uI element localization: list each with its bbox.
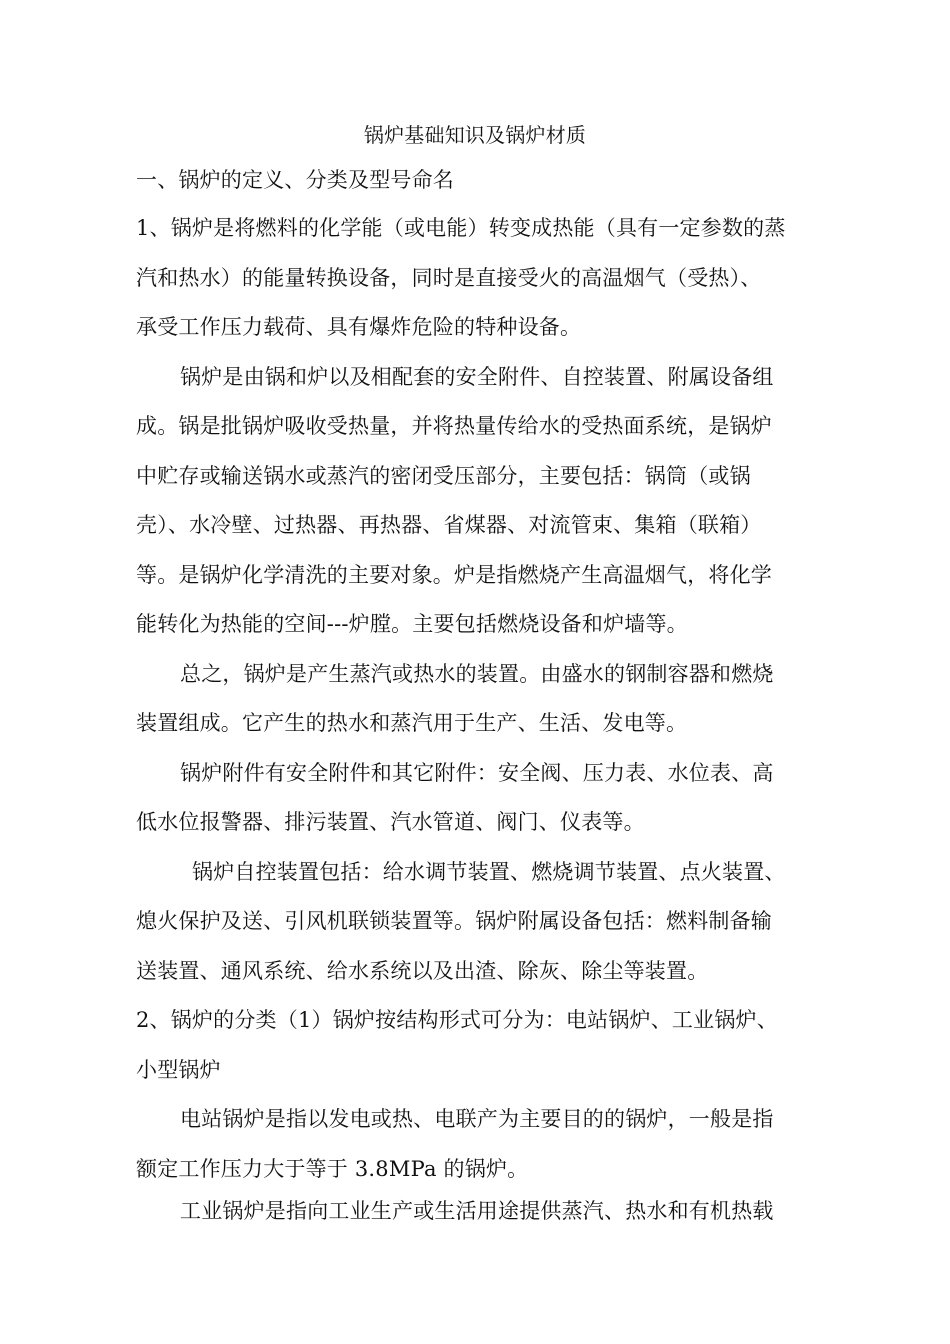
paragraph-line: 熄火保护及送、引风机联锁装置等。锅炉附属设备包括：燃料制备输 (136, 909, 772, 933)
paragraph-line: 承受工作压力载荷、具有爆炸危险的特种设备。 (136, 315, 582, 339)
paragraph-line: 成。锅是批锅炉吸收受热量，并将热量传给水的受热面系统，是锅炉 (136, 414, 772, 438)
paragraph-line: 能转化为热能的空间---炉膛。主要包括燃烧设备和炉墙等。 (136, 612, 688, 636)
document-title: 锅炉基础知识及锅炉材质 (363, 123, 587, 147)
paragraph-line: 汽和热水）的能量转换设备，同时是直接受火的高温烟气（受热）、 (136, 266, 762, 290)
paragraph-line: 1、锅炉是将燃料的化学能（或电能）转变成热能（具有一定参数的蒸 (136, 216, 786, 240)
paragraph-line: 中贮存或输送锅水或蒸汽的密闭受压部分，主要包括：锅筒（或锅 (136, 464, 751, 488)
paragraph-line: 壳）、水冷壁、过热器、再热器、省煤器、对流管束、集箱（联箱） (136, 513, 762, 537)
paragraph-line: 电站锅炉是指以发电或热、电联产为主要目的的锅炉，一般是指 (180, 1107, 774, 1131)
paragraph-line: 装置组成。它产生的热水和蒸汽用于生产、生活、发电等。 (136, 711, 688, 735)
paragraph-line: 送装置、通风系统、给水系统以及出渣、除灰、除尘等装置。 (136, 959, 709, 983)
paragraph-line: 锅炉附件有安全附件和其它附件：安全阀、压力表、水位表、高 (180, 761, 774, 785)
paragraph-line: 小型锅炉 (136, 1058, 221, 1082)
paragraph-line: 总之，锅炉是产生蒸汽或热水的装置。由盛水的钢制容器和燃烧 (180, 662, 774, 686)
paragraph-line: 低水位报警器、排污装置、汽水管道、阀门、仪表等。 (136, 810, 645, 834)
paragraph-line: 2、锅炉的分类（1）锅炉按结构形式可分为：电站锅炉、工业锅炉、 (136, 1008, 778, 1032)
section-heading: 一、锅炉的定义、分类及型号命名 (136, 168, 454, 192)
paragraph-line: 锅炉是由锅和炉以及相配套的安全附件、自控装置、附属设备组 (180, 365, 774, 389)
paragraph-line: 工业锅炉是指向工业生产或生活用途提供蒸汽、热水和有机热载 (180, 1199, 774, 1223)
paragraph-line: 锅炉自控装置包括：给水调节装置、燃烧调节装置、点火装置、 (192, 860, 786, 884)
paragraph-line: 等。是锅炉化学清洗的主要对象。炉是指燃烧产生高温烟气，将化学 (136, 563, 772, 587)
paragraph-line: 额定工作压力大于等于 3.8MPa 的锅炉。 (136, 1157, 529, 1181)
